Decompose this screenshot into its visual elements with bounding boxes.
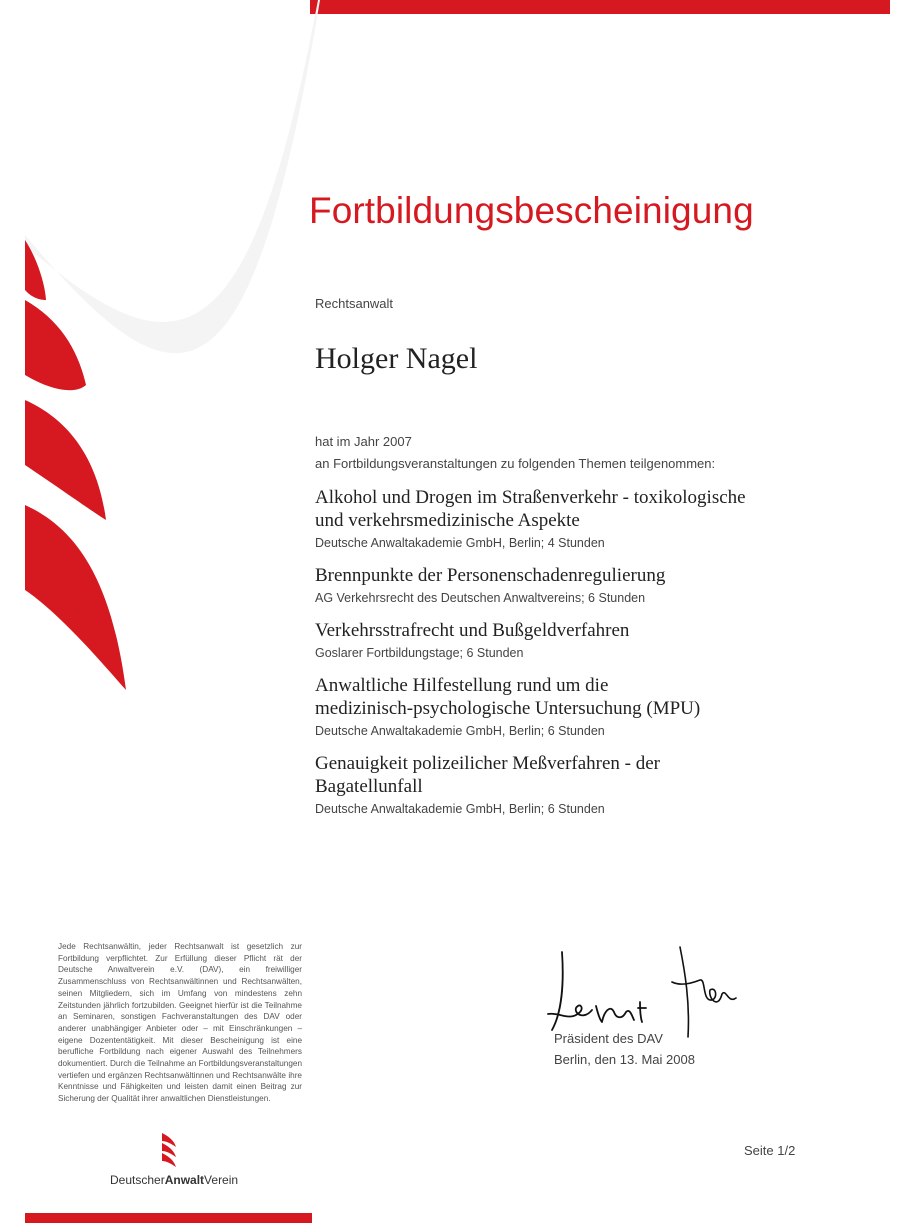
list-item bbox=[315, 752, 815, 816]
document-title: Fortbildungsbescheinigung bbox=[309, 190, 754, 231]
topic-details: Deutsche Anwaltakademie GmbH, Berlin; 6 Stunden bbox=[315, 802, 605, 816]
topic-details: AG Verkehrsrecht des Deutschen Anwaltvereins; 6 Stunden bbox=[315, 591, 646, 605]
intro-line-2: an Fortbildungsveranstaltungen zu folgenden Themen teilgenommen: bbox=[315, 456, 716, 471]
topic-title bbox=[315, 752, 815, 798]
recipient-role: Rechtsanwalt bbox=[315, 296, 394, 311]
logo-text-part-bold: Anwalt bbox=[164, 1173, 205, 1187]
topic-details: Deutsche Anwaltakademie GmbH, Berlin; 4 Stunden bbox=[315, 536, 605, 550]
topics-list bbox=[315, 486, 815, 830]
list-item bbox=[315, 564, 815, 605]
topic-title-line: Verkehrsstrafrecht und Bußgeldverfahren bbox=[315, 620, 630, 641]
legal-disclaimer: Jede Rechtsanwältin, jeder Rechtsanwalt ist gesetzlich zur Fortbildung verpflichtet. Zur Erfüllung dieser Pflicht rät der Deutsche Anwaltverein e.V. (DAV), ein freiwilliger Zusammenschluss von Rechtsanwältinnen und Rechtsanwälten, seinen Mitgliedern, sich im Umfang von mindestens zehn Zeitstunden jährlich fortzubilden. Geeignet hierfür ist die Teilnahme an Seminaren, sonstigen Fachveranstaltungen des DAV oder anderer unabhängiger Anbieter oder – mit Einschränkungen – eigene Dozententätigkeit. Mit dieser Bescheinigung ist eine berufliche Fortbildung nach eigener Auswahl des Teilnehmers dokumentiert. Durch die Teilnahme an Fortbildungsveranstaltungen vertiefen und ergänzen Rechtsanwältinnen und Rechtsanwälte ihre Kenntnisse und Fähigkeiten und leisten damit einen Beitrag zur Sicherung der Qualität ihrer anwaltlichen Dienstleistungen. bbox=[58, 942, 302, 1104]
topic-title-line: medizinisch-psychologische Untersuchung (MPU) bbox=[315, 698, 701, 719]
topic-details: Deutsche Anwaltakademie GmbH, Berlin; 6 Stunden bbox=[315, 724, 605, 738]
topic-title bbox=[315, 674, 815, 720]
signature-place-date: Berlin, den 13. Mai 2008 bbox=[554, 1052, 695, 1067]
topic-title bbox=[315, 619, 815, 642]
topic-title-line: Alkohol und Drogen im Straßenverkehr - toxikologische bbox=[315, 487, 746, 508]
page-number: Seite 1/2 bbox=[744, 1143, 796, 1158]
bottom-red-bar bbox=[25, 1213, 312, 1223]
topic-title bbox=[315, 486, 815, 532]
topic-details: Goslarer Fortbildungstage; 6 Stunden bbox=[315, 646, 524, 660]
recipient-name: Holger Nagel bbox=[315, 342, 478, 375]
dav-logo-text bbox=[110, 1173, 238, 1187]
topic-title-line: Bagatellunfall bbox=[315, 776, 423, 797]
topic-title-line: Anwaltliche Hilfestellung rund um die bbox=[315, 675, 609, 696]
topic-title bbox=[315, 564, 815, 587]
list-item bbox=[315, 486, 815, 550]
dav-wave-logo-icon bbox=[158, 1131, 182, 1169]
topic-title-line: Genauigkeit polizeilicher Meßverfahren - der bbox=[315, 753, 661, 774]
signer-position: Präsident des DAV bbox=[554, 1031, 663, 1046]
list-item bbox=[315, 619, 815, 660]
list-item bbox=[315, 674, 815, 738]
topic-title-line: Brennpunkte der Personenschadenregulierung bbox=[315, 565, 666, 586]
logo-text-part: Deutscher bbox=[110, 1173, 165, 1187]
logo-text-part: Verein bbox=[204, 1173, 239, 1187]
topic-title-line: und verkehrsmedizinische Aspekte bbox=[315, 510, 580, 531]
intro-line-1: hat im Jahr 2007 bbox=[315, 434, 412, 449]
